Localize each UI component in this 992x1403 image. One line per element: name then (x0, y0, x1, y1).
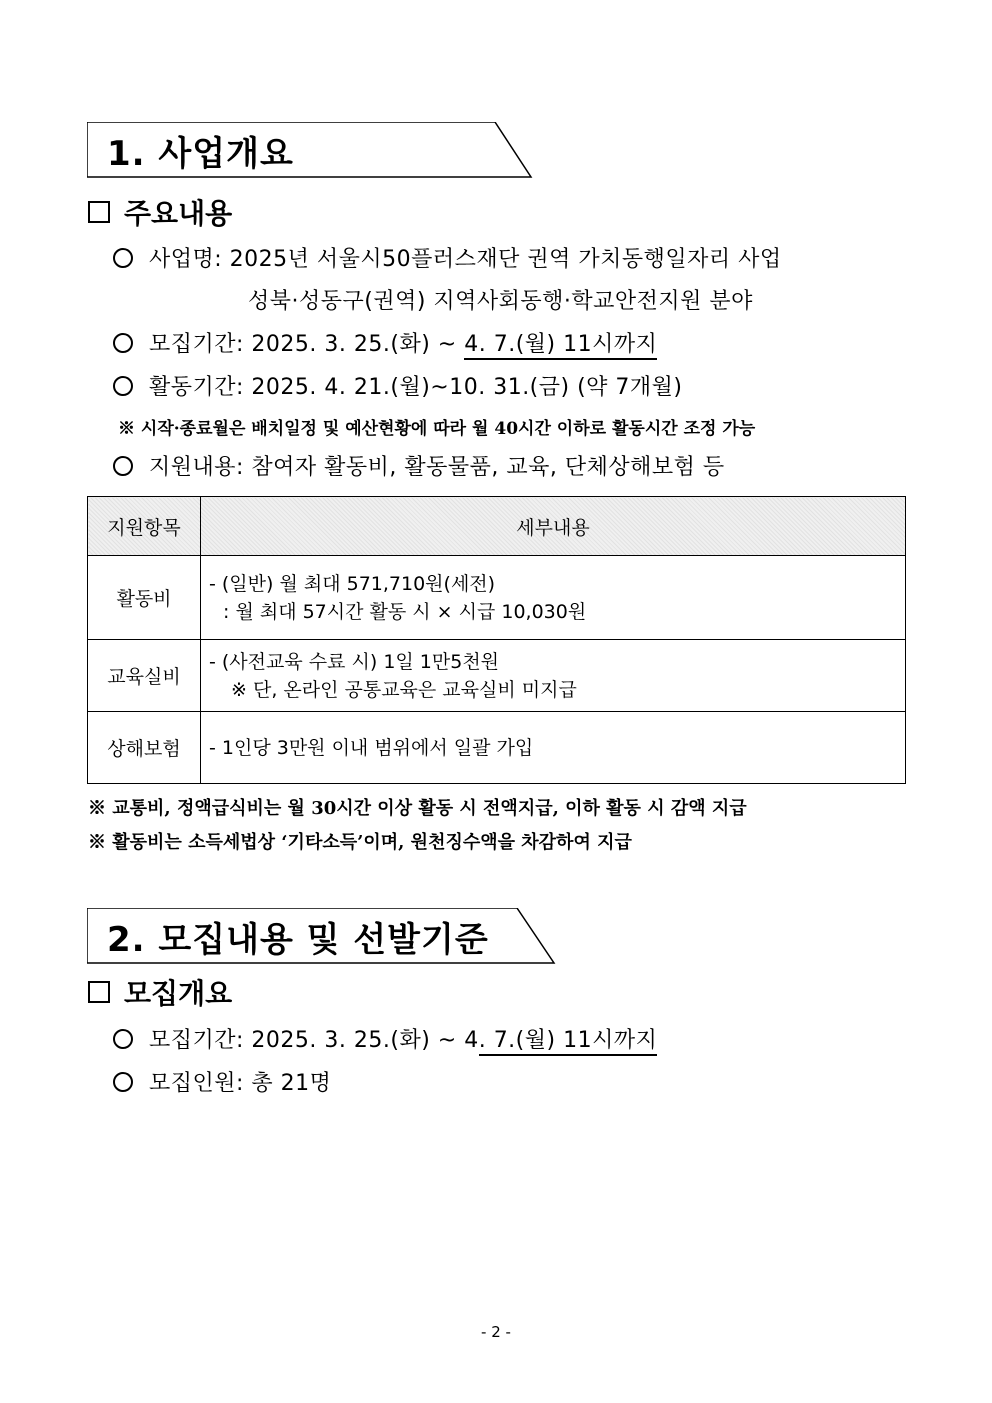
detail-subline: : 월 최대 57시간 활동 시 × 시급 10,030원 (223, 600, 587, 623)
bullet-recruit-count (113, 1066, 331, 1097)
page-number: - 2 - (481, 1323, 511, 1341)
recruit-count-label: 모집인원: (149, 1071, 244, 1096)
activity-period-text: 2025. 4. 21.(월)~10. 31.(금) (약 7개월) (251, 375, 683, 400)
project-name-line1: 2025년 서울시50플러스재단 권역 가치동행일자리 사업 (229, 247, 782, 272)
table-header-item: 지원항목 (88, 497, 201, 556)
recruit-period-label: 모집기간: (149, 1028, 244, 1053)
table-row-detail (201, 712, 906, 784)
support-content-text: 참여자 활동비, 활동물품, 교육, 단체상해보험 등 (251, 455, 725, 480)
detail-line: - (사전교육 수료 시) 1일 1만5천원 (209, 650, 500, 673)
income-tax-note: ※ 활동비는 소득세법상 ‘기타소득’이며, 원천징수액을 차감하여 지급 (88, 832, 632, 853)
transport-meal-note: ※ 교통비, 정액급식비는 월 30시간 이상 활동 시 전액지급, 이하 활동 시 감액 지급 (88, 798, 747, 819)
table-header-detail: 세부내용 (201, 497, 906, 556)
section2-heading (88, 972, 232, 1012)
recruit-period-deadline: . 7.(월) 11시까지 (479, 1028, 658, 1056)
section1-title-box (87, 122, 533, 178)
bullet-activity-period (113, 370, 683, 401)
circle-bullet-icon (113, 333, 133, 353)
checkbox-square-icon (88, 981, 110, 1003)
section1-heading (88, 192, 232, 232)
table-row-detail (201, 556, 906, 640)
circle-bullet-icon (113, 248, 133, 268)
circle-bullet-icon (113, 376, 133, 396)
section1-heading-text: 주요내용 (124, 197, 233, 230)
circle-bullet-icon (113, 1029, 133, 1049)
section2-title-box (87, 908, 557, 964)
circle-bullet-icon (113, 456, 133, 476)
table-row (88, 640, 906, 712)
activity-adjust-note: ※ 시작·종료월은 배치일정 및 예산현황에 따라 월 40시간 이하로 활동시간 조정 가능 (118, 419, 756, 439)
section1-title: 1. 사업개요 (107, 134, 294, 174)
project-name-label: 사업명: (149, 247, 223, 272)
checkbox-square-icon (88, 201, 110, 223)
table-row-label: 상해보험 (88, 712, 201, 784)
recruit-period-start: 2025. 3. 25.(화) ~ 4 (251, 1028, 479, 1053)
table-row-label: 교육실비 (88, 640, 201, 712)
section2-title: 2. 모집내용 및 선발기준 (107, 920, 489, 960)
detail-subline: ※ 단, 온라인 공통교육은 교육실비 미지급 (231, 678, 577, 701)
detail-line: - 1인당 3만원 이내 범위에서 일괄 가입 (209, 736, 534, 759)
table-row (88, 556, 906, 640)
bullet-project-name (113, 242, 782, 273)
recruit-count-text: 총 21명 (251, 1071, 332, 1096)
project-name-line2: 성북·성동구(권역) 지역사회동행·학교안전지원 분야 (248, 289, 753, 314)
bullet-support-content (113, 450, 725, 481)
bullet-recruit-period-2 (113, 1023, 657, 1054)
bullet-recruit-period (113, 327, 657, 358)
recruit-period-start: 2025. 3. 25.(화) ~ (251, 332, 465, 357)
table-row-detail (201, 640, 906, 712)
activity-period-label: 활동기간: (149, 375, 244, 400)
circle-bullet-icon (113, 1072, 133, 1092)
section2-heading-text: 모집개요 (124, 977, 233, 1010)
table-row (88, 712, 906, 784)
recruit-period-deadline: 4. 7.(월) 11시까지 (464, 332, 657, 360)
detail-line: - (일반) 월 최대 571,710원(세전) (209, 572, 496, 595)
table-row-label: 활동비 (88, 556, 201, 640)
table-header-row (88, 497, 906, 556)
recruit-period-label: 모집기간: (149, 332, 244, 357)
support-table (87, 496, 906, 784)
support-content-label: 지원내용: (149, 455, 244, 480)
